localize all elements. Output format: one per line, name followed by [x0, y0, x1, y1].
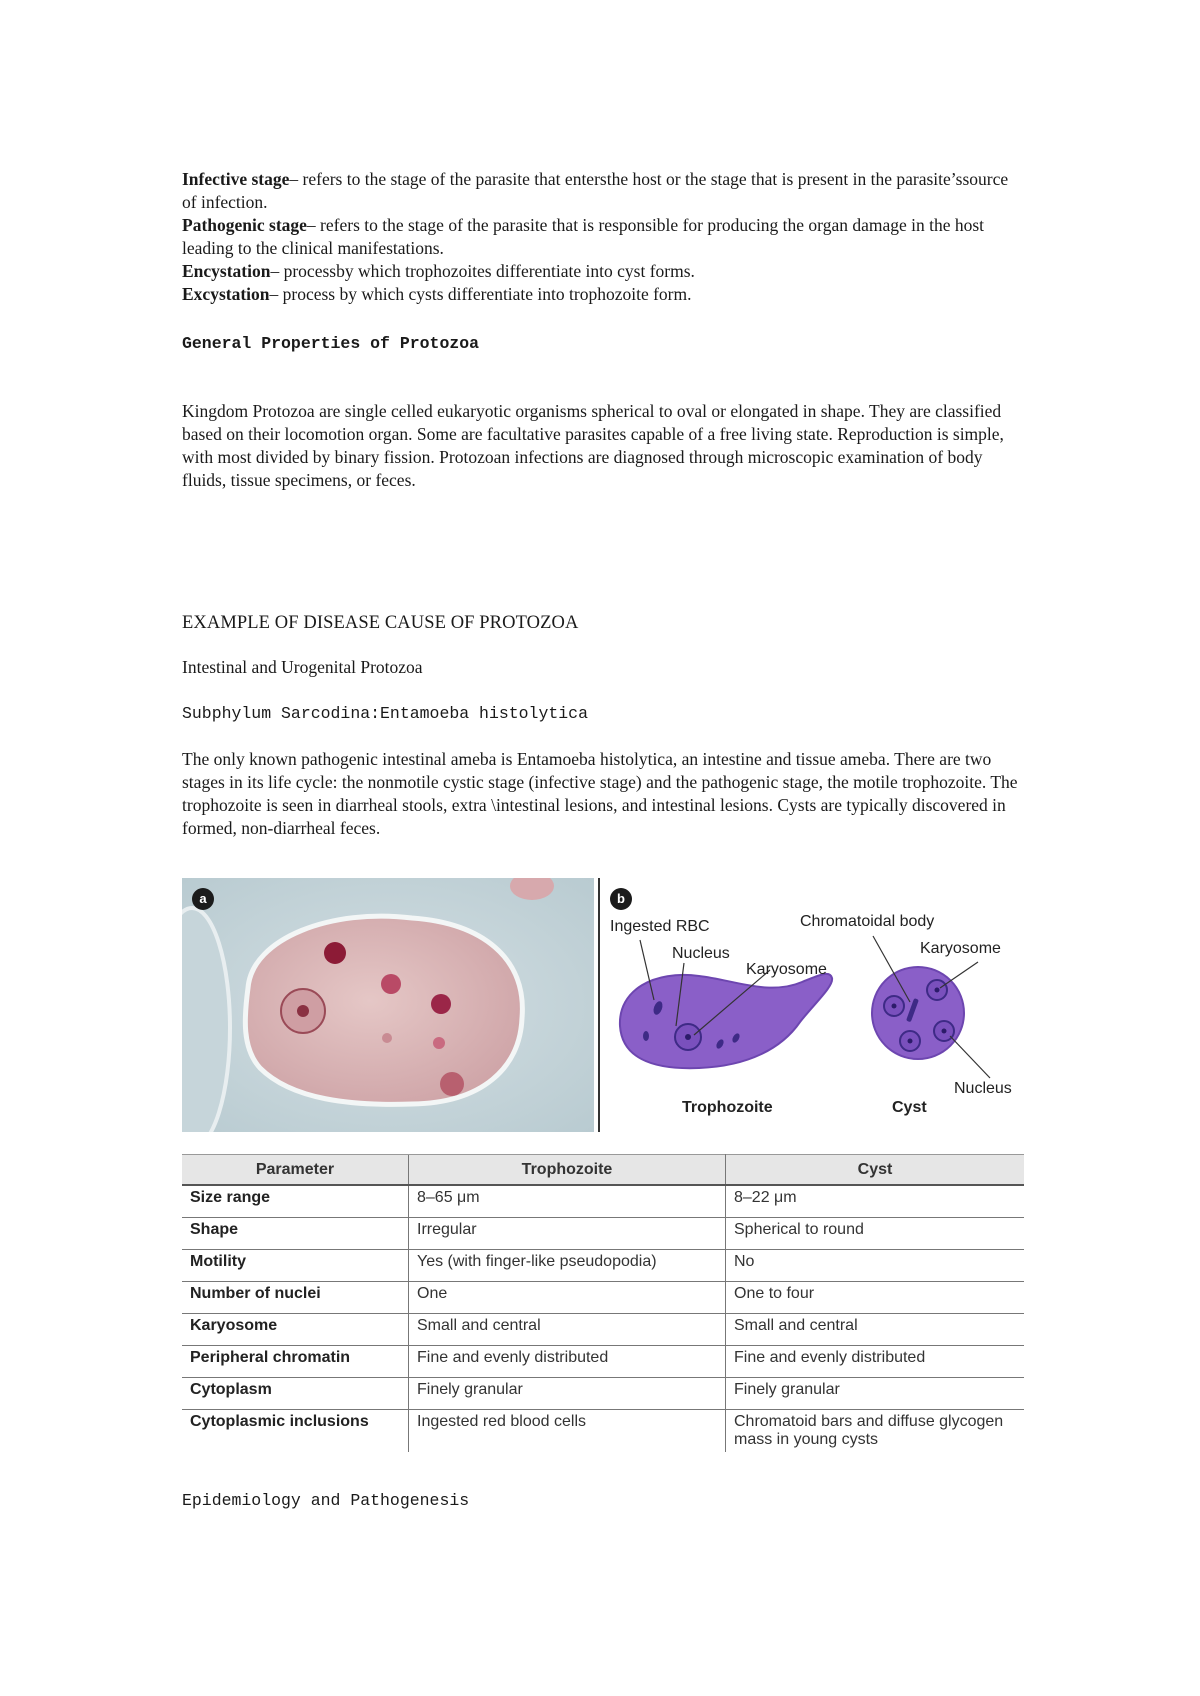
label-chromatoidal-body: Chromatoidal body [800, 913, 935, 930]
definition-infective-stage: Infective stage– refers to the stage of the parasite that entersthe host or the stage that is present in the parasite’ssource of infection. [182, 169, 1009, 212]
document-body [182, 168, 1026, 840]
definition-pathogenic-stage: Pathogenic stage– refers to the stage of the parasite that is responsible for producing the organ damage in the host leading to the clinical manifestations. [182, 215, 985, 258]
table-header-row [182, 1155, 1024, 1186]
table-row: Cytoplasm Finely granular Finely granular [182, 1378, 1024, 1410]
panel-b-badge: b [610, 888, 632, 910]
definition-encystation: Encystation– processby which trophozoites differentiate into cyst forms. [182, 261, 695, 281]
micrograph-svg [182, 878, 594, 1132]
label-nucleus-cyst: Nucleus [954, 1080, 1012, 1097]
table-row: Number of nuclei One One to four [182, 1282, 1024, 1314]
term: Pathogenic stage [182, 215, 307, 235]
table-row: Shape Irregular Spherical to round [182, 1218, 1024, 1250]
definition-excystation: Excystation– process by which cysts differentiate into trophozoite form. [182, 284, 692, 304]
entamoeba-figure [182, 878, 1024, 1132]
general-properties-paragraph: Kingdom Protozoa are single celled eukaryotic organisms spherical to oval or elongated in shape. They are classified based on their locomotion organ. Some are facultative parasites capable of a free living state. Reproduction is simple, with most divided by binary fission. Protozoan infections are diagnosed through microscopic examination of body fluids, tissue specimens, or feces. [182, 401, 1004, 490]
label-karyosome: Karyosome [746, 961, 827, 978]
term: Encystation [182, 261, 271, 281]
epidemiology-heading: Epidemiology and Pathogenesis [182, 1491, 470, 1510]
label-nucleus: Nucleus [672, 945, 730, 962]
label-karyosome-cyst: Karyosome [920, 940, 1001, 957]
subphylum-heading: Subphylum Sarcodina:Entamoeba histolytica [182, 704, 588, 723]
table-row: Karyosome Small and central Small and central [182, 1314, 1024, 1346]
schematic-diagram [604, 878, 1024, 1132]
micrograph-image [182, 878, 594, 1132]
figure-divider [598, 878, 600, 1132]
table-row: Size range 8–65 μm 8–22 μm [182, 1185, 1024, 1218]
general-properties-heading: General Properties of Protozoa [182, 334, 480, 353]
table-row: Peripheral chromatin Fine and evenly distributed Fine and evenly distributed [182, 1346, 1024, 1378]
schematic-svg [604, 878, 1024, 1132]
comparison-table [182, 1154, 1024, 1452]
example-heading: EXAMPLE OF DISEASE CAUSE OF PROTOZOA [182, 613, 579, 633]
term: Excystation [182, 284, 270, 304]
header-trophozoite: Trophozoite [409, 1155, 726, 1186]
term: Infective stage [182, 169, 290, 189]
header-parameter: Parameter [182, 1155, 409, 1186]
label-ingested-rbc: Ingested RBC [610, 918, 710, 935]
entamoeba-paragraph: The only known pathogenic intestinal ameba is Entamoeba histolytica, an intestine and tissue ameba. There are two stages in its life cycle: the nonmotile cystic stage (infective stage) and the pathogenic stage, the motile trophozoite. The trophozoite is seen in diarrheal stools, extra \intestinal lesions, and intestinal lesions. Cysts are typically discovered in formed, non-diarrheal feces. [182, 749, 1018, 838]
label-trophozoite: Trophozoite [682, 1099, 773, 1116]
table-row: Motility Yes (with finger-like pseudopodia) No [182, 1250, 1024, 1282]
header-cyst: Cyst [726, 1155, 1025, 1186]
panel-a-badge: a [192, 888, 214, 910]
table-row: Cytoplasmic inclusions Ingested red blood cells Chromatoid bars and diffuse glycogen mass in young cysts [182, 1410, 1024, 1453]
intestinal-subheading: Intestinal and Urogenital Protozoa [182, 657, 423, 677]
label-cyst: Cyst [892, 1099, 927, 1116]
